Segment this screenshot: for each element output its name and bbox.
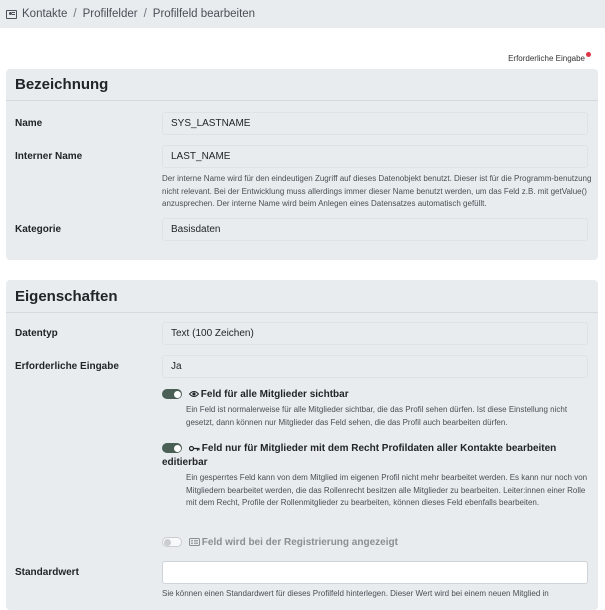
visible-switch-label: Feld für alle Mitglieder sichtbar xyxy=(200,389,349,400)
name-field[interactable]: SYS_LASTNAME xyxy=(162,112,588,135)
required-label: Erforderliche Eingabe xyxy=(15,361,119,372)
breadcrumb-separator: / xyxy=(143,8,147,20)
card-title-eigenschaften: Eigenschaften xyxy=(6,280,598,313)
required-dot-icon xyxy=(586,52,591,57)
visible-switch-help: Ein Feld ist normalerweise für alle Mitglieder sichtbar, die das Profil sehen dürfen. Ist diese Einstellung nicht gesetzt, dann können nur Mitglieder das Feld sehen, die das Profil auch bearbeiten dürfen. xyxy=(186,405,568,427)
form-card-icon xyxy=(189,538,200,546)
editable-switch-row xyxy=(162,442,592,510)
breadcrumb-item-kontakte[interactable]: Kontakte xyxy=(22,8,68,20)
breadcrumb-item-profilfelder[interactable]: Profilfelder xyxy=(82,8,138,20)
category-field[interactable]: Basisdaten xyxy=(162,218,588,241)
required-note-text: Erforderliche Eingabe xyxy=(508,54,585,63)
editable-switch-help: Ein gesperrtes Feld kann von dem Mitglied im eigenen Profil nicht mehr bearbeitet werden. Es kann nur noch von Mitgliedern bearbeitet werden, die das Rollenrecht besitzen alle Mitglieder zu bearbeiten. Leiter:innen einer Rolle mit dem Recht, Profile der Rollenmitglieder zu bearbeiten, können dieses Feld ebenfalls bearbeiten. xyxy=(186,473,588,507)
visible-switch-row xyxy=(162,388,592,429)
default-label: Standardwert xyxy=(15,567,79,578)
visible-toggle[interactable] xyxy=(162,389,182,399)
card-title-bezeichnung: Bezeichnung xyxy=(6,69,598,101)
name-label: Name xyxy=(15,118,43,129)
breadcrumb-item-current: Profilfeld bearbeiten xyxy=(152,8,256,20)
registration-switch-label: Feld wird bei der Registrierung angezeigt xyxy=(201,537,398,548)
editable-switch-label-right: Profildaten aller Kontakte bearbeiten xyxy=(381,443,557,454)
default-value-input[interactable] xyxy=(162,561,588,584)
internal-name-label: Interner Name xyxy=(15,151,83,162)
datatype-label: Datentyp xyxy=(15,328,58,339)
internal-name-field[interactable]: LAST_NAME xyxy=(162,145,588,168)
editable-switch-label-suffix: editierbar xyxy=(162,457,208,468)
editable-switch-label-prefix: Feld nur für Mitglieder mit dem Recht xyxy=(201,443,382,454)
default-help: Sie können einen Standardwert für dieses Profilfeld hinterlegen. Dieser Wert wird bei einem neuen Mitglied in xyxy=(162,589,549,598)
eye-icon xyxy=(189,390,199,398)
category-label: Kategorie xyxy=(15,224,62,235)
datatype-field[interactable]: Text (100 Zeichen) xyxy=(162,322,588,345)
registration-toggle[interactable] xyxy=(162,537,182,547)
breadcrumb xyxy=(0,0,605,28)
editable-toggle[interactable] xyxy=(162,443,182,453)
required-input-note xyxy=(508,54,591,63)
breadcrumb-separator: / xyxy=(73,8,77,20)
required-field[interactable]: Ja xyxy=(162,355,588,378)
contact-card-icon xyxy=(6,10,17,19)
registration-switch-row xyxy=(162,536,592,550)
internal-name-help: Der interne Name wird für den eindeutigen Zugriff auf dieses Datenobjekt benutzt. Dieser ist für die Programm-benutzung nicht relevant. Bei der Entwicklung muss allerdings immer dieser Name benutzt werden, um das Feld z.B. mit getValue() anzusprechen. Der interne Name wird beim Anlegen eines Datensatzes automatisch gefüllt. xyxy=(162,174,592,208)
key-icon xyxy=(189,445,200,452)
card-bezeichnung xyxy=(6,69,598,260)
card-eigenschaften xyxy=(6,280,598,610)
